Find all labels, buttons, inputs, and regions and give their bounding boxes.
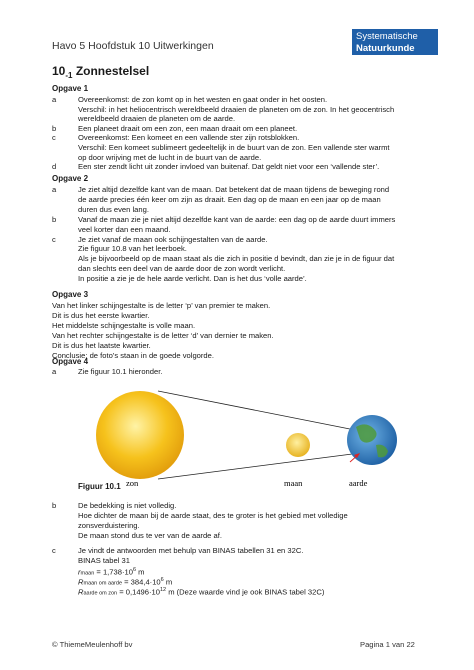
section-sub: -1 <box>65 71 73 80</box>
subscript: aarde om zon <box>83 590 118 597</box>
text-line: duren dus even lang. <box>78 204 149 214</box>
item-marker: a <box>52 95 57 104</box>
publisher-logo <box>352 29 438 55</box>
subscript: maan <box>80 570 95 577</box>
item-marker: a <box>52 185 57 194</box>
text-line: veel korter dan een maand. <box>78 224 171 234</box>
item-marker: b <box>52 123 57 133</box>
opgave-4-heading: Opgave 4 <box>52 357 89 366</box>
formula-r-aarde-zon <box>78 586 324 599</box>
text-line: Als je bijvoorbeeld op de maan staat als die zich in positie d bevindt, dan zie je in de figuur dat <box>78 254 395 264</box>
moon-icon <box>286 433 310 457</box>
text-line: In positie a zie je de hele aarde verlicht. Dan is het dus ‘volle aarde’. <box>78 274 307 284</box>
text-line: Het middelste schijngestalte is volle maan. <box>52 320 196 330</box>
unit: m (Deze waarde vind je ook BINAS tabel 32C) <box>166 587 325 597</box>
text-line: Verschil: in het heliocentrisch wereldbeeld draaien de planeten om de zon. In het geocentrisch <box>78 104 395 114</box>
text-line: Een planeet draait om een zon, een maan draait om een planeet. <box>78 123 298 133</box>
text-line: Dit is dus het eerste kwartier. <box>52 310 150 320</box>
text-line: De bedekking is niet volledig. <box>78 501 177 510</box>
logo-line-1: Systematische <box>356 31 418 42</box>
text-line: Je ziet altijd dezelfde kant van de maan. Dat betekent dat de maan tijdens de beweging rond <box>78 185 390 194</box>
opgave-1-heading: Opgave 1 <box>52 84 89 93</box>
figure-caption: Figuur 10.1 <box>78 482 121 491</box>
text-line: op door wrijving met de lucht in de buurt van de aarde. <box>78 152 262 162</box>
text-line: Verschil: Een komeet sublimeert gedeeltelijk in de buurt van de zon. Een vallende ster warmt <box>78 143 390 152</box>
opgave-4a-text: Zie figuur 10.1 hieronder. <box>78 367 163 376</box>
exponent: 12 <box>159 587 167 593</box>
text-line: Overeenkomst: de zon komt op in het westen en gaat onder in het oosten. <box>78 95 328 104</box>
text-line: Van het linker schijngestalte is de letter ‘p’ van premier te maken. <box>52 301 271 310</box>
logo-line-2: Natuurkunde <box>356 43 415 54</box>
item-marker: b <box>52 501 57 510</box>
value: = 0,1496·10 <box>117 587 160 597</box>
item-marker: b <box>52 214 57 224</box>
tangent-line-bottom <box>158 453 360 479</box>
opgave-4c-line-2: BINAS tabel 31 <box>78 556 130 565</box>
exponent: 6 <box>132 567 136 573</box>
item-marker: c <box>52 234 56 244</box>
page-header-title: Havo 5 Hoofdstuk 10 Uitwerkingen <box>52 40 214 52</box>
unit: m <box>163 577 173 587</box>
text-line: wereldbeeld draaien de planeten om de aarde. <box>78 114 236 124</box>
item-marker: c <box>52 133 56 143</box>
eclipse-figure <box>78 383 398 491</box>
text-line: Je ziet vanaf de maan ook schijngestalten van de aarde. <box>78 234 268 244</box>
exponent: 6 <box>160 577 164 583</box>
subscript: maan om aarde <box>83 580 123 587</box>
fig-label-aarde: aarde <box>349 478 368 488</box>
text-line: Dit is dus het laatste kwartier. <box>52 340 151 350</box>
text-line: Een ster zendt licht uit zonder invloed van buitenaf. Dat geldt niet voor een ‘vallende ster’. <box>78 162 380 172</box>
tangent-line-top <box>158 391 360 431</box>
text-line: Hoe dichter de maan bij de aarde staat, des te groter is het gebied met volledige <box>78 510 348 520</box>
unit: m <box>136 567 145 577</box>
opgave-3-heading: Opgave 3 <box>52 290 89 299</box>
section-name: Zonnestelsel <box>72 64 150 78</box>
item-marker: d <box>52 162 57 172</box>
item-marker: a <box>52 367 57 376</box>
text-line: de aarde precies één keer om zijn as draait. Een dag op de maan en een jaar op de maan <box>78 194 381 204</box>
footer-copyright: © ThiemeMeulenhoff bv <box>52 640 133 649</box>
text-line: dan slechts een deel van de aarde door de zon wordt verlicht. <box>78 264 286 274</box>
text-line: Van het rechter schijngestalte is de letter ‘d’ van dernier te maken. <box>52 330 274 340</box>
opgave-4c-line-1: Je vindt de antwoorden met behulp van BINAS tabellen 31 en 32C. <box>78 546 304 555</box>
text-line: De maan stond dus te ver van de aarde af. <box>78 530 222 540</box>
text-line: Zie figuur 10.8 van het leerboek. <box>78 244 187 254</box>
value: = 384,4·10 <box>122 577 161 587</box>
sun-icon <box>96 391 184 479</box>
symbol: R <box>78 577 84 587</box>
text-line: Conclusie: de foto’s staan in de goede volgorde. <box>52 350 214 360</box>
section-number: 10 <box>52 64 66 78</box>
text-line: zonsverduistering. <box>78 520 140 530</box>
section-title <box>52 64 149 78</box>
text-line: Overeenkomst: Een komeet en een vallende ster zijn rotsblokken. <box>78 133 300 143</box>
text-line: Vanaf de maan zie je niet altijd dezelfde kant van de aarde: een dag op de aarde duurt immers <box>78 214 396 224</box>
footer-page-number: Pagina 1 van 22 <box>360 640 415 649</box>
symbol: R <box>78 587 84 597</box>
value: = 1,738·10 <box>94 567 133 577</box>
opgave-2-heading: Opgave 2 <box>52 174 89 183</box>
symbol: r <box>78 567 81 577</box>
item-marker: c <box>52 546 56 555</box>
fig-label-zon: zon <box>126 478 139 488</box>
fig-label-maan: maan <box>284 478 303 488</box>
